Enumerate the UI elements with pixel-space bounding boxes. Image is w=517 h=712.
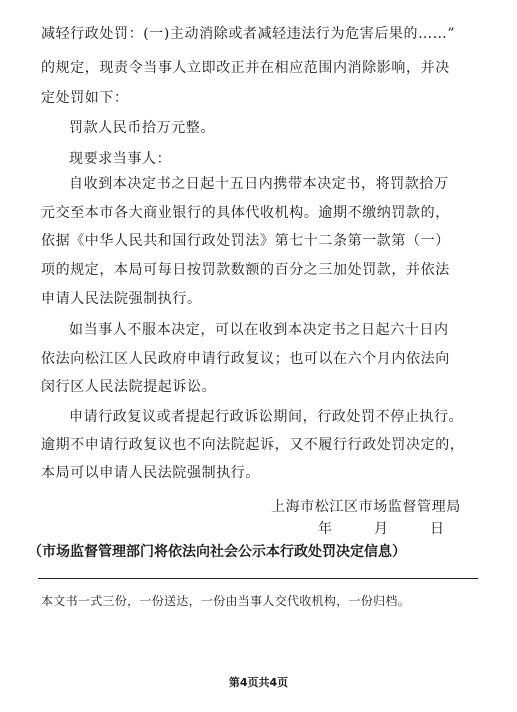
- public-notice: （市场监督管理部门将依法向社会公示本行政处罚决定信息）: [28, 544, 406, 560]
- body-line-13: 闵行区人民法院提起诉讼。: [41, 379, 217, 395]
- body-line-1: 减轻行政处罚：(一)主动消除或者减轻违法行为危害后果的……”: [41, 26, 456, 42]
- body-line-16: 本局可以申请人民法院强制执行。: [41, 465, 260, 481]
- copies-note: 本文书一式三份，一份送达，一份由当事人交代收机构，一份归档。: [41, 594, 411, 608]
- body-line-4: 罚款人民币拾万元整。: [69, 120, 215, 136]
- body-line-2: 的规定，现责令当事人立即改正并在相应范围内消除影响，并决: [41, 60, 450, 76]
- separator-line: [38, 578, 478, 579]
- body-line-11: 如当事人不服本决定，可以在收到本决定书之日起六十日内: [69, 322, 449, 338]
- body-line-6: 自收到本决定书之日起十五日内携带本决定书，将罚款拾万: [69, 176, 449, 192]
- date-month-label: 月: [374, 521, 389, 537]
- date-year-label: 年: [318, 521, 333, 537]
- body-line-7: 元交至本市各大商业银行的具体代收机构。逾期不缴纳罚款的，: [41, 205, 450, 221]
- body-line-14: 申请行政复议或者提起行政诉讼期间，行政处罚不停止执行。: [69, 409, 464, 425]
- body-line-3: 定处罚如下：: [41, 90, 129, 106]
- page-number: 第4页共4页: [228, 676, 289, 689]
- date-day-label: 日: [430, 521, 445, 537]
- body-line-12: 依法向松江区人民政府申请行政复议；也可以在六个月内依法向: [41, 351, 450, 367]
- body-line-9: 项的规定，本局可每日按罚款数额的百分之三加处罚款，并依法: [41, 262, 450, 278]
- body-line-10: 申请人民法院强制执行。: [41, 291, 202, 307]
- body-line-15: 逾期不申请行政复议也不向法院起诉，又不履行行政处罚决定的，: [41, 437, 465, 453]
- issuing-authority: 上海市松江区市场监督管理局: [271, 499, 461, 515]
- body-line-5: 现要求当事人：: [69, 151, 172, 167]
- body-line-8: 依据《中华人民共和国行政处罚法》第七十二条第一款第（一）: [41, 233, 450, 249]
